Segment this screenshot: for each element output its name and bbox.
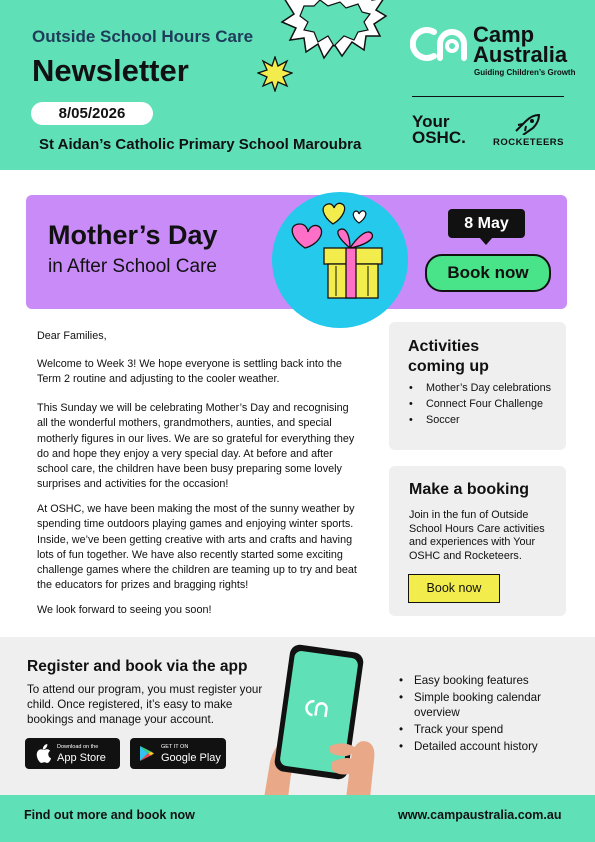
apple-icon <box>35 744 51 763</box>
app-description: To attend our program, you must register your child. Once registered, it’s easy to make bookings and manage your account. <box>27 683 263 726</box>
camp-australia-wordmark-line2: Australia <box>473 42 568 67</box>
app-features-list <box>398 673 588 756</box>
banner-subtitle: in After School Care <box>48 256 217 277</box>
google-play-icon <box>139 745 155 762</box>
letter-greeting: Dear Families, <box>37 330 107 342</box>
booking-text: Join in the fun of Outside School Hours Care activities and experiences with Your OSHC and Rocketeers. <box>409 509 545 562</box>
rocket-logo-icon <box>512 113 542 135</box>
sun-star-decoration-icon <box>257 56 293 92</box>
google-play-badge[interactable] <box>130 738 226 769</box>
banner-title: Mother’s Day <box>48 220 218 250</box>
school-name: St Aidan’s Catholic Primary School Maroubra <box>39 136 362 153</box>
app-feature-item: • Easy booking features <box>398 673 588 688</box>
phone-in-hand-icon <box>262 642 380 798</box>
app-feature-item: • Detailed account history <box>398 739 588 754</box>
camp-australia-logo-icon <box>410 24 472 64</box>
app-title: Register and book via the app <box>27 658 248 675</box>
footer-call-to-action: Find out more and book now <box>24 808 195 822</box>
activity-item: • Mother’s Day celebrations <box>407 380 557 396</box>
letter-paragraph-1: Welcome to Week 3! We hope everyone is settling back into the Term 2 routine and adjusting to the cooler weather. <box>37 358 342 386</box>
logo-divider <box>412 96 564 97</box>
newsletter-date: 8/05/2026 <box>31 102 153 125</box>
activity-item: • Soccer <box>407 412 557 428</box>
letter-signoff: We look forward to seeing you soon! <box>37 604 212 616</box>
your-oshc-logo-line2: OSHC. <box>412 128 466 147</box>
activities-list <box>407 380 557 428</box>
app-store-badge[interactable] <box>25 738 120 769</box>
app-feature-item: • Simple booking calendar overview <box>398 690 588 720</box>
rocketeers-logo-text: ROCKETEERS <box>493 137 564 148</box>
google-play-small-text: GET IT ON <box>161 744 189 750</box>
starburst-decoration-icon <box>280 0 388 64</box>
activities-title-line2: coming up <box>408 358 489 375</box>
activities-title-line1: Activities <box>408 338 480 355</box>
camp-australia-wordmark-line1: Camp <box>473 22 535 47</box>
banner-book-now-button[interactable]: Book now <box>425 254 551 292</box>
your-oshc-logo-line1: Your <box>412 112 450 131</box>
booking-book-now-button[interactable]: Book now <box>408 574 500 603</box>
newsletter-subtitle: Outside School Hours Care <box>32 27 254 46</box>
app-store-small-text: Download on the <box>57 744 99 750</box>
camp-australia-tagline: Guiding Children’s Growth <box>474 68 576 77</box>
footer-website-link[interactable]: www.campaustralia.com.au <box>398 808 562 822</box>
banner-date-badge: 8 May <box>448 209 525 238</box>
date-badge-pointer <box>479 237 493 245</box>
booking-title: Make a booking <box>409 481 530 498</box>
letter-paragraph-3: At OSHC, we have been making the most of the sunny weather by spending time outdoors playing games and enjoying winter sports. Inside, we’ve been getting creative with arts and crafts and having lots of fun together. We have also recently started some exciting challenge games where the children are teaming up to try and beat the educators for prizes and bragging rights! <box>37 503 357 592</box>
app-store-big-text: App Store <box>57 752 106 764</box>
letter-paragraph-2: This Sunday we will be celebrating Mother’s Day and recognising all the wonderful mothers, grandmothers, aunties, and special motherly figures in our lives. We are so grateful for everything they do and hope they enjoy a very special day. At before and after school care, the children have been busy preparing some lovely surprises and activities for the occasion! <box>37 402 355 491</box>
gift-with-hearts-icon <box>280 196 400 306</box>
activity-item: • Connect Four Challenge <box>407 396 557 412</box>
google-play-big-text: Google Play <box>161 752 221 764</box>
app-feature-item: • Track your spend <box>398 722 588 737</box>
newsletter-title: Newsletter <box>32 53 189 88</box>
